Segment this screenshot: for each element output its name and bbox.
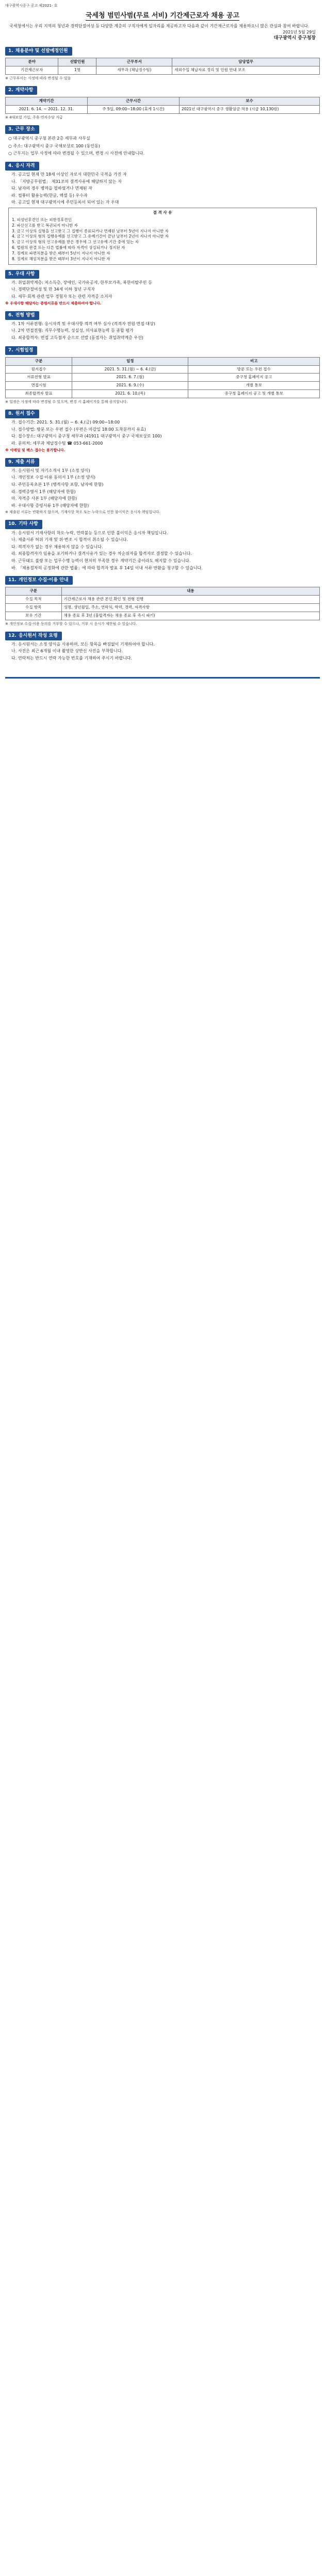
section-heading: 2. 계약사항 <box>5 86 37 95</box>
table-cell: 채용 종료 후 3년 (불합격자는 채용 종료 후 즉시 파기) <box>61 612 319 620</box>
contract-table <box>5 97 320 114</box>
section-heading: 5. 우대 사항 <box>5 270 39 279</box>
section-line: 가. 취업취약계층: 저소득층, 장애인, 국가유공자, 한부모가족, 북한이탈주민 등 <box>11 280 152 285</box>
disqualification-box <box>8 208 317 265</box>
box-line: 3. 금고 이상의 실형을 선고받고 그 집행이 종료되거나 면제된 날부터 5년이 지나지 아니한 자 <box>12 228 169 233</box>
table-row <box>6 374 320 382</box>
section-line: 라. 경력증명서 1부 (해당자에 한함) <box>11 489 76 494</box>
section-recruitment <box>5 47 320 81</box>
section-line: 다. 남자의 경우 병역을 필하였거나 면제된 자 <box>11 186 92 191</box>
section-line: 다. 주민등록초본 1부 (병적사항 포함, 남자에 한함) <box>11 482 104 487</box>
section-line: 다. 적격자가 없는 경우 채용하지 않을 수 있습니다. <box>11 544 103 549</box>
table-row <box>6 365 320 374</box>
section-line: 나. 경력단절여성 및 만 34세 이하 청년 구직자 <box>11 287 95 292</box>
section-line: 라. 최종합격자가 임용을 포기하거나 결격사유가 있는 경우 차순위자를 합격자로 결정할 수 있습니다. <box>11 551 192 556</box>
table-cell: 1명 <box>58 66 96 75</box>
table-cell: 중구청 홈페이지 공고 <box>188 374 320 382</box>
table-header: 구분 <box>6 357 72 365</box>
section-note: ※ 제출된 서류는 반환하지 않으며, 기재사항 착오 또는 누락으로 인한 불이익은 응시자 책임입니다. <box>5 510 160 515</box>
table-header: 계약기간 <box>6 97 88 106</box>
section-heading: 7. 시험일정 <box>5 346 37 355</box>
table-header: 보수 <box>179 97 319 106</box>
table-cell: 서류전형 발표 <box>6 374 72 382</box>
table-cell: 방문 또는 우편 접수 <box>188 365 320 374</box>
table-cell: 2021. 6. 10.(목) <box>72 390 188 398</box>
section-line: 가. 접수기간: 2021. 5. 31.(월) ~ 6. 4.(금) 09:00~18:00 <box>11 420 120 425</box>
section-form-guide <box>5 632 320 662</box>
section-line: 가. 1차 서류전형: 응시자격 및 우대사항 적격 여부 심사 (적격자 전원 면접 대상) <box>11 321 155 326</box>
table-cell: 기간제근로자 채용 관련 본인 확인 및 전형 진행 <box>61 596 319 604</box>
table-cell: 2021. 5. 31.(월) ~ 6. 4.(금) <box>72 365 188 374</box>
table-row <box>6 612 320 620</box>
section-heading: 8. 원서 접수 <box>5 410 39 418</box>
issuer-name: 대구광역시 중구청장 <box>273 36 316 41</box>
section-selection-method <box>5 311 320 341</box>
section-line: 라. 문의처: 세무과 체납징수팀 ☎ 053-661-2000 <box>11 441 103 446</box>
section-note: ※ 개인정보 수집·이용 동의를 거부할 수 있으나, 거부 시 응시가 제한될 수 있습니다. <box>5 621 137 626</box>
section-heading: 6. 전형 방법 <box>5 311 39 320</box>
table-cell: 면접시험 <box>6 382 72 390</box>
table-cell: 중구청 홈페이지 공고 및 개별 통보 <box>188 390 320 398</box>
section-heading: 10. 기타 사항 <box>5 520 42 529</box>
table-header: 분야 <box>6 58 58 66</box>
table-cell: 2021. 6. 9.(수) <box>72 382 188 390</box>
section-line: ○ 대구광역시 중구청 본관 2층 세무과 사무실 <box>8 136 90 141</box>
section-line: ○ 근무지는 업무 사정에 따라 변경될 수 있으며, 변경 시 사전에 안내합니다. <box>8 151 145 156</box>
section-line: 가. 응시원서는 소정 양식을 사용하며, 모든 항목을 빠짐없이 기재하여야 합니다. <box>11 641 155 647</box>
table-header: 일정 <box>72 357 188 365</box>
table-cell: 개별 통보 <box>188 382 320 390</box>
section-line: 마. 근무태도 불량 또는 업무수행 능력이 현저히 부족한 경우 계약기간 중이라도 해지할 수 있습니다. <box>11 558 191 563</box>
table-header: 근무시간 <box>87 97 179 106</box>
table-cell: 2021. 6. 14. ~ 2021. 12. 31. <box>6 106 88 114</box>
table-cell: 성명, 생년월일, 주소, 연락처, 학력, 경력, 자격사항 <box>61 603 319 612</box>
box-line: 1. 피성년후견인 또는 피한정후견인 <box>12 217 72 222</box>
announcement-number: 대구광역시중구 공고 제2021- 호 <box>5 4 58 8</box>
section-heading: 3. 근무 장소 <box>5 125 39 134</box>
section-line: 나. 제출서류 허위 기재 및 위·변조 시 합격이 취소될 수 있습니다. <box>11 537 128 543</box>
section-note: ※ 일정은 사정에 따라 변경될 수 있으며, 변경 시 홈페이지를 통해 공지합니다. <box>5 400 128 404</box>
section-application <box>5 410 320 453</box>
announcement-date: 2021년 5월 29일 <box>283 29 316 35</box>
section-line: 다. 최종합격자: 면접 고득점자 순으로 선발 (동점자는 취업취약계층 우선) <box>11 335 143 341</box>
page-title <box>5 11 320 21</box>
section-documents <box>5 458 320 515</box>
section-line: 가. 응시원서 기재사항의 착오·누락, 연락불능 등으로 인한 불이익은 응시자 책임입니다. <box>11 530 168 535</box>
section-line: 마. 자격증 사본 1부 (해당자에 한함) <box>11 496 77 501</box>
table-header: 선발인원 <box>58 58 96 66</box>
section-line: 가. 응시원서 및 자기소개서 1부 (소정 양식) <box>11 468 90 473</box>
table-cell: 보유 기간 <box>6 612 62 620</box>
table-cell: 세무과 (체납징수팀) <box>96 66 172 75</box>
box-title: 결 격 사 유 <box>153 210 172 215</box>
section-note: ※ 4대보험 가입, 주휴·연차수당 지급 <box>5 115 63 120</box>
schedule-table <box>5 357 320 398</box>
table-row <box>6 603 320 612</box>
footer-divider <box>5 677 320 679</box>
intro-text: 국세청에서는 우리 지역의 청년과 경력단절여성 등 다양한 계층의 구직자에게 일자리를 제공하고자 다음과 같이 기간제근로자를 채용하오니 많은 관심과 참여 바랍니다. <box>9 23 310 28</box>
section-line: 다. 연락처는 반드시 연락 가능한 번호를 기재하여 주시기 바랍니다. <box>11 656 133 661</box>
section-schedule <box>5 346 320 405</box>
section-line: 나. 「지방공무원법」 제31조의 결격사유에 해당하지 않는 자 <box>11 179 122 184</box>
section-heading: 11. 개인정보 수집·이용 안내 <box>5 576 73 585</box>
section-note: ※ 근무부서는 사정에 따라 변경될 수 있음 <box>5 76 71 81</box>
table-cell: 2021. 6. 7.(월) <box>72 374 188 382</box>
section-heading: 4. 응시 자격 <box>5 162 39 171</box>
section-privacy <box>5 576 320 626</box>
section-other-notes <box>5 520 320 571</box>
section-line: 나. 2차 면접전형: 직무수행능력, 성실성, 의사표현능력 등 종합 평가 <box>11 328 134 333</box>
box-line: 5. 금고 이상의 형의 선고유예를 받은 경우에 그 선고유예 기간 중에 있는 자 <box>12 240 139 245</box>
section-heading: 12. 응시원서 작성 요령 <box>5 632 62 640</box>
table-header: 비고 <box>188 357 320 365</box>
box-line: 2. 파산선고를 받고 복권되지 아니한 자 <box>12 223 78 228</box>
section-line: 나. 사진은 최근 6개월 이내 촬영한 상반신 사진을 부착합니다. <box>11 649 123 654</box>
table-cell: 기간제근로자 <box>6 66 58 75</box>
section-line: 라. 컴퓨터 활용능력(한글, 엑셀 등) 우수자 <box>11 193 88 198</box>
table-cell: 최종합격자 발표 <box>6 390 72 398</box>
table-row <box>6 106 320 114</box>
privacy-table <box>5 587 320 620</box>
section-preference <box>5 270 320 306</box>
table-cell: 수집 항목 <box>6 603 62 612</box>
section-contract <box>5 86 320 120</box>
table-row <box>6 596 320 604</box>
section-line: 바. 우대사항 증빙서류 1부 (해당자에 한함) <box>11 503 89 508</box>
section-eligibility <box>5 162 320 265</box>
section-line: 다. 접수장소: 대구광역시 중구청 세무과 (41911 대구광역시 중구 국채보상로 100) <box>11 434 162 439</box>
section-line: 나. 개인정보 수집·이용 동의서 1부 (소정 양식) <box>11 475 96 480</box>
table-header: 구분 <box>6 587 62 596</box>
table-row <box>6 390 320 398</box>
section-note: ※ 우대사항 해당자는 증빙서류를 반드시 제출하여야 합니다. <box>5 301 102 306</box>
table-cell: 원서접수 <box>6 365 72 374</box>
table-header: 근무부서 <box>96 58 172 66</box>
recruitment-table <box>5 58 320 75</box>
box-line: 6. 법원의 판결 또는 다른 법률에 따라 자격이 상실되거나 정지된 자 <box>12 245 125 250</box>
section-line: 나. 접수방법: 방문 또는 우편 접수 (우편은 마감일 18:00 도착분까지 유효) <box>11 427 146 432</box>
box-line: 4. 금고 이상의 형의 집행유예를 선고받고 그 유예기간이 끝난 날부터 2년이 지나지 아니한 자 <box>12 234 169 239</box>
table-header: 담당업무 <box>172 58 320 66</box>
section-line: 마. 공고일 현재 대구광역시에 주민등록이 되어 있는 자 우대 <box>11 200 119 205</box>
box-line: 7. 징계로 파면처분을 받은 때부터 5년이 지나지 아니한 자 <box>12 251 110 256</box>
table-cell: 세외수입 체납자료 정리 및 민원 안내 보조 <box>172 66 320 75</box>
table-row <box>6 382 320 390</box>
page-title-text: 국세청 범민사범(무료 서비) 기간제근로자 채용 공고 <box>85 12 240 20</box>
box-line: 8. 징계로 해임처분을 받은 때부터 3년이 지나지 아니한 자 <box>12 256 110 261</box>
table-cell: 2021년 대구광역시 중구 생활임금 적용 (시급 10,130원) <box>179 106 319 114</box>
section-line: 가. 공고일 현재 만 18세 이상인 자로서 대한민국 국적을 가진 자 <box>11 172 127 177</box>
section-workplace <box>5 125 320 157</box>
table-cell: 수집 목적 <box>6 596 62 604</box>
section-note: ※ 이메일 및 팩스 접수는 불가합니다. <box>5 448 66 452</box>
table-header: 내용 <box>61 587 319 596</box>
section-heading: 9. 제출 서류 <box>5 458 39 467</box>
table-cell: 주 5일, 09:00~18:00 (휴게 1시간) <box>87 106 179 114</box>
table-row <box>6 66 320 75</box>
section-line: 바. 「채용절차의 공정화에 관한 법률」에 따라 합격자 발표 후 14일 이내 서류 반환을 청구할 수 있습니다. <box>11 565 203 570</box>
section-line: ○ 주소: 대구광역시 중구 국채보상로 100 (동인동) <box>8 143 100 148</box>
announcement-page <box>5 0 320 699</box>
section-line: 다. 세무·회계 관련 업무 경험자 또는 관련 자격증 소지자 <box>11 294 112 299</box>
section-heading: 1. 채용분야 및 선발예정인원 <box>5 47 72 56</box>
